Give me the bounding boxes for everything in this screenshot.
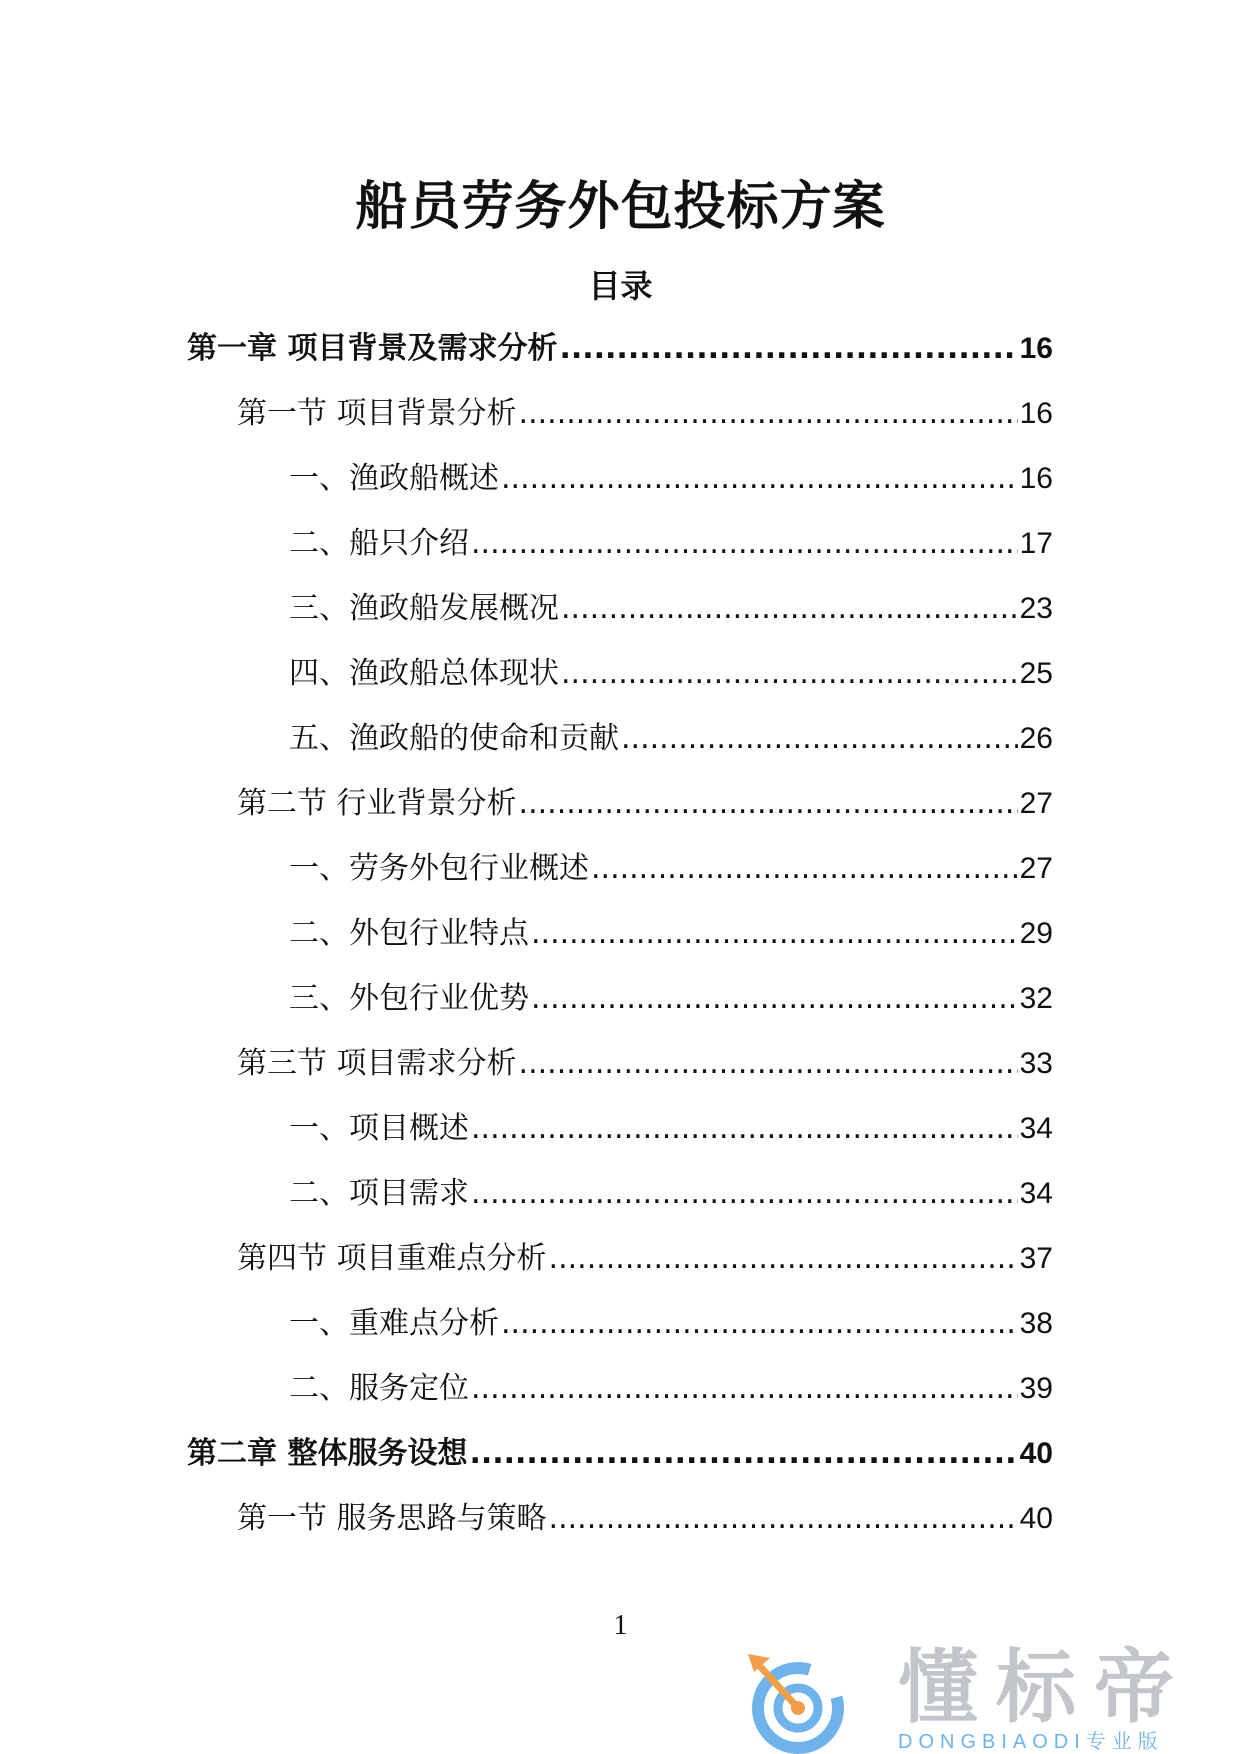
toc-entry-page: 40 — [1019, 1437, 1053, 1470]
watermark-brand: 懂标帝 — [898, 1641, 1192, 1734]
toc-entry-page: 29 — [1019, 917, 1053, 950]
toc-entry[interactable] — [187, 1107, 1053, 1172]
toc-dot-leader — [471, 522, 1018, 566]
toc-entry[interactable] — [187, 977, 1053, 1042]
toc-entry-label: 第三节 项目需求分析 — [237, 1046, 517, 1081]
toc-entry-page: 38 — [1019, 1307, 1053, 1340]
watermark — [740, 1636, 1220, 1754]
toc-entry[interactable] — [187, 717, 1053, 782]
toc-entry[interactable] — [187, 522, 1053, 587]
toc-dot-leader — [621, 717, 1018, 761]
toc-entry-page: 17 — [1019, 527, 1053, 560]
watermark-subtitle: DONGBIAODI专业版 — [898, 1731, 1164, 1753]
toc-entry[interactable] — [187, 1042, 1053, 1107]
toc-entry[interactable] — [187, 1302, 1053, 1367]
toc-entry-label: 一、渔政船概述 — [289, 461, 499, 496]
toc-entry-label: 二、外包行业特点 — [289, 916, 529, 951]
toc-dot-leader — [549, 1237, 1018, 1281]
toc-entry-page: 26 — [1019, 722, 1053, 755]
toc-entry-label: 三、外包行业优势 — [289, 981, 529, 1016]
toc-entry-page: 39 — [1019, 1372, 1053, 1405]
toc-dot-leader — [519, 392, 1018, 436]
toc-entry[interactable] — [187, 847, 1053, 912]
toc-entry-page: 23 — [1019, 592, 1053, 625]
toc-entry[interactable] — [187, 1237, 1053, 1302]
toc-heading: 目录 — [588, 267, 653, 305]
toc-entry[interactable] — [187, 392, 1053, 457]
toc-dot-leader — [591, 847, 1018, 891]
toc-entry-page: 16 — [1019, 397, 1053, 430]
toc-entry-page: 34 — [1019, 1177, 1053, 1210]
toc-entry-label: 第一章 项目背景及需求分析 — [187, 331, 558, 366]
toc-entry-page: 16 — [1019, 462, 1053, 495]
toc-entry-page: 33 — [1019, 1047, 1053, 1080]
table-of-contents — [187, 327, 1053, 1562]
toc-entry[interactable] — [187, 912, 1053, 977]
toc-dot-leader — [471, 1367, 1018, 1411]
toc-entry-page: 37 — [1019, 1242, 1053, 1275]
toc-entry[interactable] — [187, 782, 1053, 847]
toc-dot-leader — [501, 1302, 1018, 1346]
toc-entry[interactable] — [187, 1497, 1053, 1562]
toc-entry[interactable] — [187, 587, 1053, 652]
toc-entry-label: 第一节 项目背景分析 — [237, 396, 517, 431]
toc-dot-leader — [471, 1107, 1018, 1151]
toc-entry-label: 一、劳务外包行业概述 — [289, 851, 589, 886]
toc-entry[interactable] — [187, 327, 1053, 392]
toc-dot-leader — [561, 652, 1018, 696]
toc-entry[interactable] — [187, 1432, 1053, 1497]
toc-entry-label: 一、项目概述 — [289, 1111, 469, 1146]
toc-dot-leader — [519, 782, 1018, 826]
toc-dot-leader — [549, 1497, 1018, 1541]
toc-entry-label: 第四节 项目重难点分析 — [237, 1241, 547, 1276]
toc-entry-page: 32 — [1019, 982, 1053, 1015]
toc-entry-label: 二、项目需求 — [289, 1176, 469, 1211]
document-title: 船员劳务外包投标方案 — [355, 177, 886, 237]
toc-dot-leader — [471, 1172, 1018, 1216]
toc-entry-page: 27 — [1019, 787, 1053, 820]
toc-entry-label: 三、渔政船发展概况 — [289, 591, 559, 626]
toc-entry[interactable] — [187, 1367, 1053, 1432]
toc-entry-label: 二、船只介绍 — [289, 526, 469, 561]
toc-entry[interactable] — [187, 652, 1053, 717]
toc-entry-label: 第二章 整体服务设想 — [187, 1436, 468, 1471]
toc-dot-leader — [559, 327, 1017, 371]
toc-dot-leader — [561, 587, 1018, 631]
toc-dot-leader — [531, 912, 1018, 956]
toc-entry-label: 第一节 服务思路与策略 — [237, 1501, 547, 1536]
toc-entry-label: 五、渔政船的使命和贡献 — [289, 721, 619, 756]
toc-entry[interactable] — [187, 457, 1053, 522]
target-arrow-icon — [740, 1636, 870, 1754]
toc-dot-leader — [469, 1432, 1017, 1476]
toc-dot-leader — [501, 457, 1018, 501]
toc-entry-page: 34 — [1019, 1112, 1053, 1145]
toc-entry-page: 16 — [1019, 332, 1053, 365]
page-number: 1 — [613, 1610, 628, 1641]
toc-entry-label: 第二节 行业背景分析 — [237, 786, 517, 821]
toc-entry[interactable] — [187, 1172, 1053, 1237]
toc-entry-label: 四、渔政船总体现状 — [289, 656, 559, 691]
toc-entry-page: 40 — [1019, 1502, 1053, 1535]
toc-entry-label: 二、服务定位 — [289, 1371, 469, 1406]
toc-dot-leader — [519, 1042, 1018, 1086]
toc-entry-page: 25 — [1019, 657, 1053, 690]
toc-dot-leader — [531, 977, 1018, 1021]
toc-entry-page: 27 — [1019, 852, 1053, 885]
toc-entry-label: 一、重难点分析 — [289, 1306, 499, 1341]
